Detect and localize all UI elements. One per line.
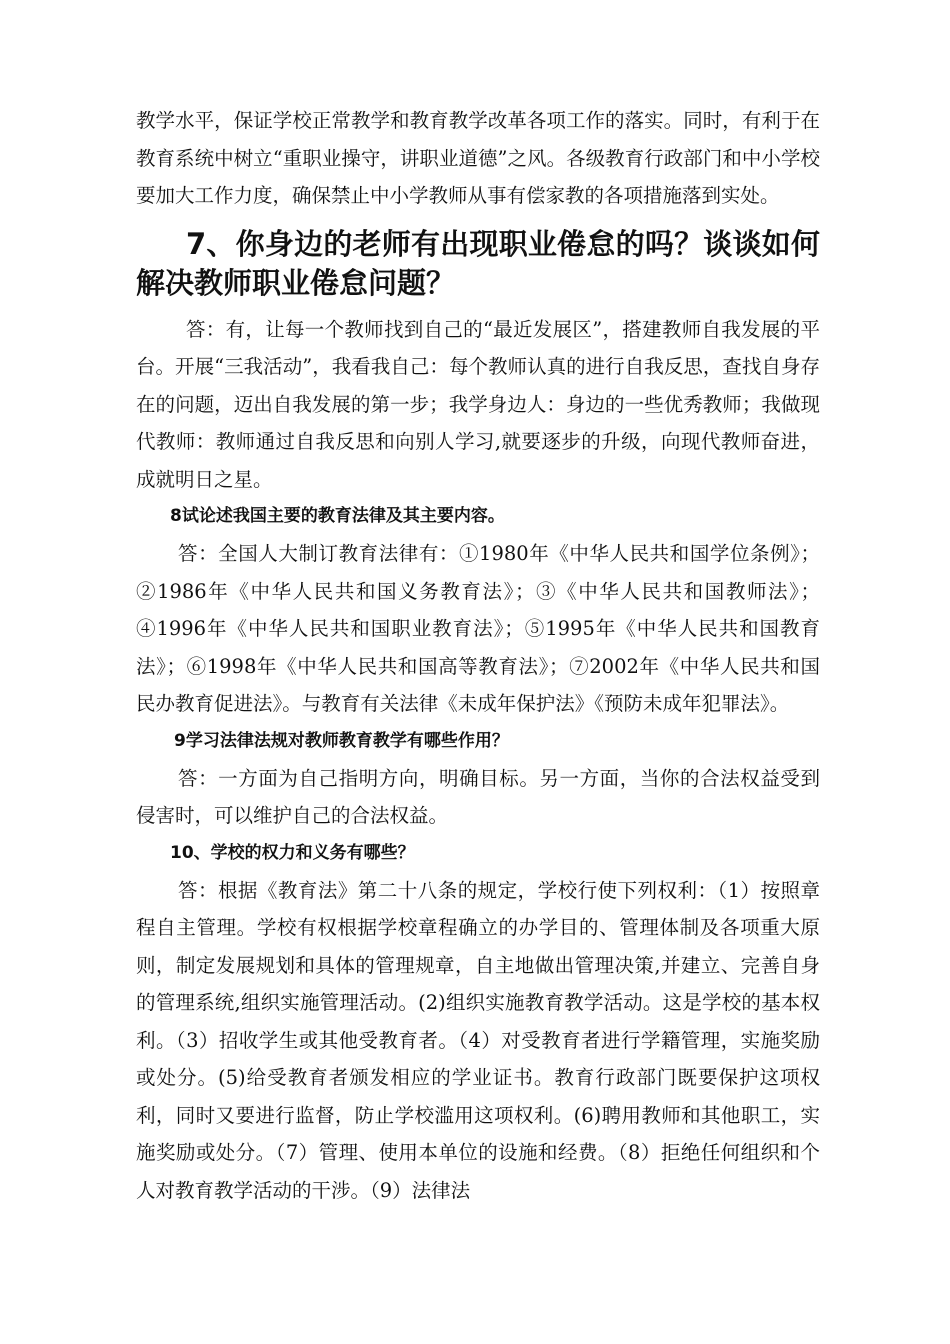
intro-paragraph: 教学水平，保证学校正常教学和教育教学改革各项工作的落实。同时，有利于在教育系统中树立“重职业操守，讲职业道德”之风。各级教育行政部门和中小学校要加大工作力度，确保禁止中小学教师从事有偿家教的各项措施落到实处。	[136, 109, 820, 207]
question-9-heading: 9学习法律法规对教师教育教学有哪些作用？	[174, 730, 509, 751]
question-7-answer: 答：有，让每一个教师找到自己的“最近发展区”，搭建教师自我发展的平台。开展“三我活动”，我看我自己：每个教师认真的进行自我反思，查找自身存在的问题，迈出自我发展的第一步；我学身边人：身边的一些优秀教师；我做现代教师：教师通过自我反思和向别人学习,就要逐步的升级，向现代教师奋进，成就明日之星。	[136, 317, 820, 491]
question-8-answer: 答：全国人大制订教育法律有：①1980年《中华人民共和国学位条例》；②1986年《中华人民共和国义务教育法》；③《中华人民共和国教师法》；④1996年《中华人民共和国职业教育法》；⑤1995年《中华人民共和国教育法》；⑥1998年《中华人民共和国高等教育法》；⑦2002年《中华人民共和国民办教育促进法》。与教育有关法律《未成年保护法》《预防未成年犯罪法》。	[136, 542, 820, 715]
question-9-answer: 答：一方面为自己指明方向，明确目标。另一方面，当你的合法权益受到侵害时，可以维护自己的合法权益。	[136, 766, 820, 827]
question-10-heading: 10、学校的权力和义务有哪些？	[170, 842, 415, 863]
question-7-heading: 7、你身边的老师有出现职业倦怠的吗？谈谈如何解决教师职业倦怠问题？	[136, 226, 820, 300]
document-page	[136, 102, 820, 1209]
question-10-answer: 答：根据《教育法》第二十八条的规定，学校行使下列权利：（1）按照章程自主管理。学校有权根据学校章程确立的办学目的、管理体制及各项重大原则，制定发展规划和具体的管理规章，自主地做出管理决策,并建立、完善自身的管理系统,组织实施管理活动。(2)组织实施教育教学活动。这是学校的基本权利。（3）招收学生或其他受教育者。（4）对受教育者进行学籍管理，实施奖励或处分。(5)给受教育者颁发相应的学业证书。教育行政部门既要保护这项权利，同时又要进行监督，防止学校滥用这项权利。(6)聘用教师和其他职工，实施奖励或处分。（7）管理、使用本单位的设施和经费。（8）拒绝任何组织和个人对教育教学活动的干涉。（9）法律法	[136, 878, 820, 1202]
question-8-heading: 8试论述我国主要的教育法律及其主要内容。	[170, 506, 505, 526]
